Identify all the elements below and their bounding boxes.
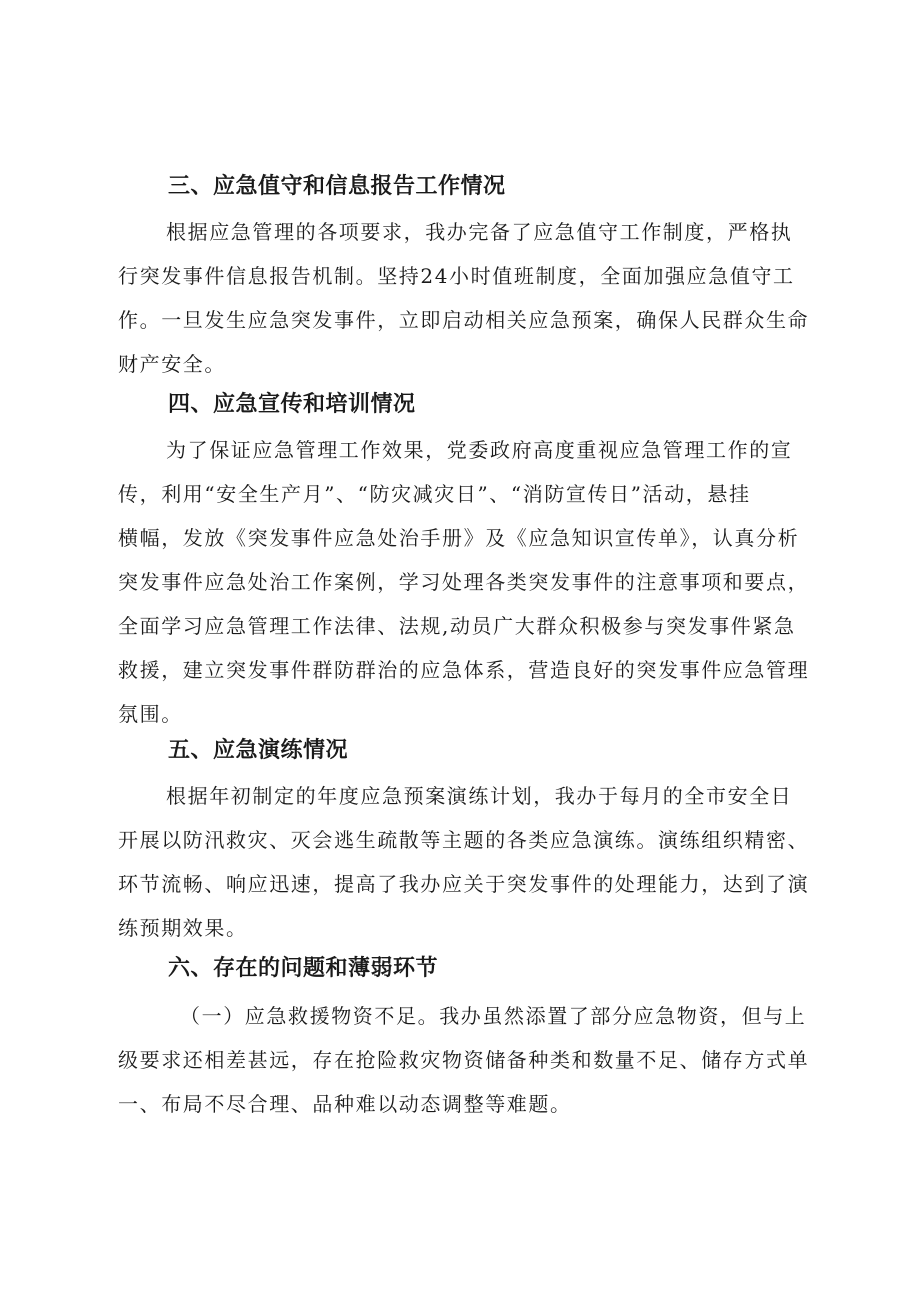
paragraph-line: 突发事件应急处治工作案例，学习处理各类突发事件的注意事项和要点，	[118, 570, 810, 594]
paragraph-line: 救援，建立突发事件群防群治的应急体系，营造良好的突发事件应急管理	[118, 658, 810, 682]
paragraph-line: 传，利用“安全生产月”、“防灾减灾日”、“消防宣传日”活动，悬挂	[118, 482, 751, 506]
paragraph-line: 横幅，发放《突发事件应急处治手册》及《应急知识宣传单》，认真分析	[118, 526, 800, 550]
paragraph-line: 氛围。	[118, 702, 183, 726]
section-5-paragraph	[118, 774, 818, 950]
paragraph-line: （一）应急救援物资不足。我办虽然添置了部分应急物资，但与上	[180, 1004, 807, 1028]
paragraph-line: 作。一旦发生应急突发事件，立即启动相关应急预案，确保人民群众生命	[118, 308, 810, 332]
section-heading-4: 四、应急宣传和培训情况	[168, 392, 416, 417]
paragraph-line: 行突发事件信息报告机制。坚持24小时值班制度，全面加强应急值守工	[118, 264, 795, 288]
section-heading-3: 三、应急值守和信息报告工作情况	[168, 174, 506, 199]
paragraph-line: 开展以防汛救灾、灭会逃生疏散等主题的各类应急演练。演练组织精密、	[118, 828, 810, 852]
section-4-paragraph	[118, 428, 818, 736]
section-heading-5: 五、应急演练情况	[168, 738, 349, 763]
paragraph-line: 为了保证应急管理工作效果，党委政府高度重视应急管理工作的宣	[166, 438, 793, 462]
paragraph-line: 级要求还相差甚远，存在抢险救灾物资储备种类和数量不足、储存方式单	[118, 1048, 810, 1072]
paragraph-line: 环节流畅、响应迅速，提高了我办应关于突发事件的处理能力，达到了演	[118, 872, 810, 896]
section-6-paragraph	[118, 994, 818, 1126]
paragraph-line: 一、布局不尽合理、品种难以动态调整等难题。	[118, 1092, 572, 1116]
paragraph-line: 全面学习应急管理工作法律、法规,动员广大群众积极参与突发事件紧急	[118, 614, 796, 638]
paragraph-line: 根据年初制定的年度应急预案演练计划，我办于每月的全市安全日	[166, 784, 793, 808]
section-3-paragraph	[118, 210, 818, 386]
paragraph-line: 财产安全。	[118, 352, 226, 376]
paragraph-line: 根据应急管理的各项要求，我办完备了应急值守工作制度，严格执	[166, 220, 793, 244]
paragraph-line: 练预期效果。	[118, 916, 248, 940]
section-heading-6: 六、存在的问题和薄弱环节	[168, 956, 439, 981]
